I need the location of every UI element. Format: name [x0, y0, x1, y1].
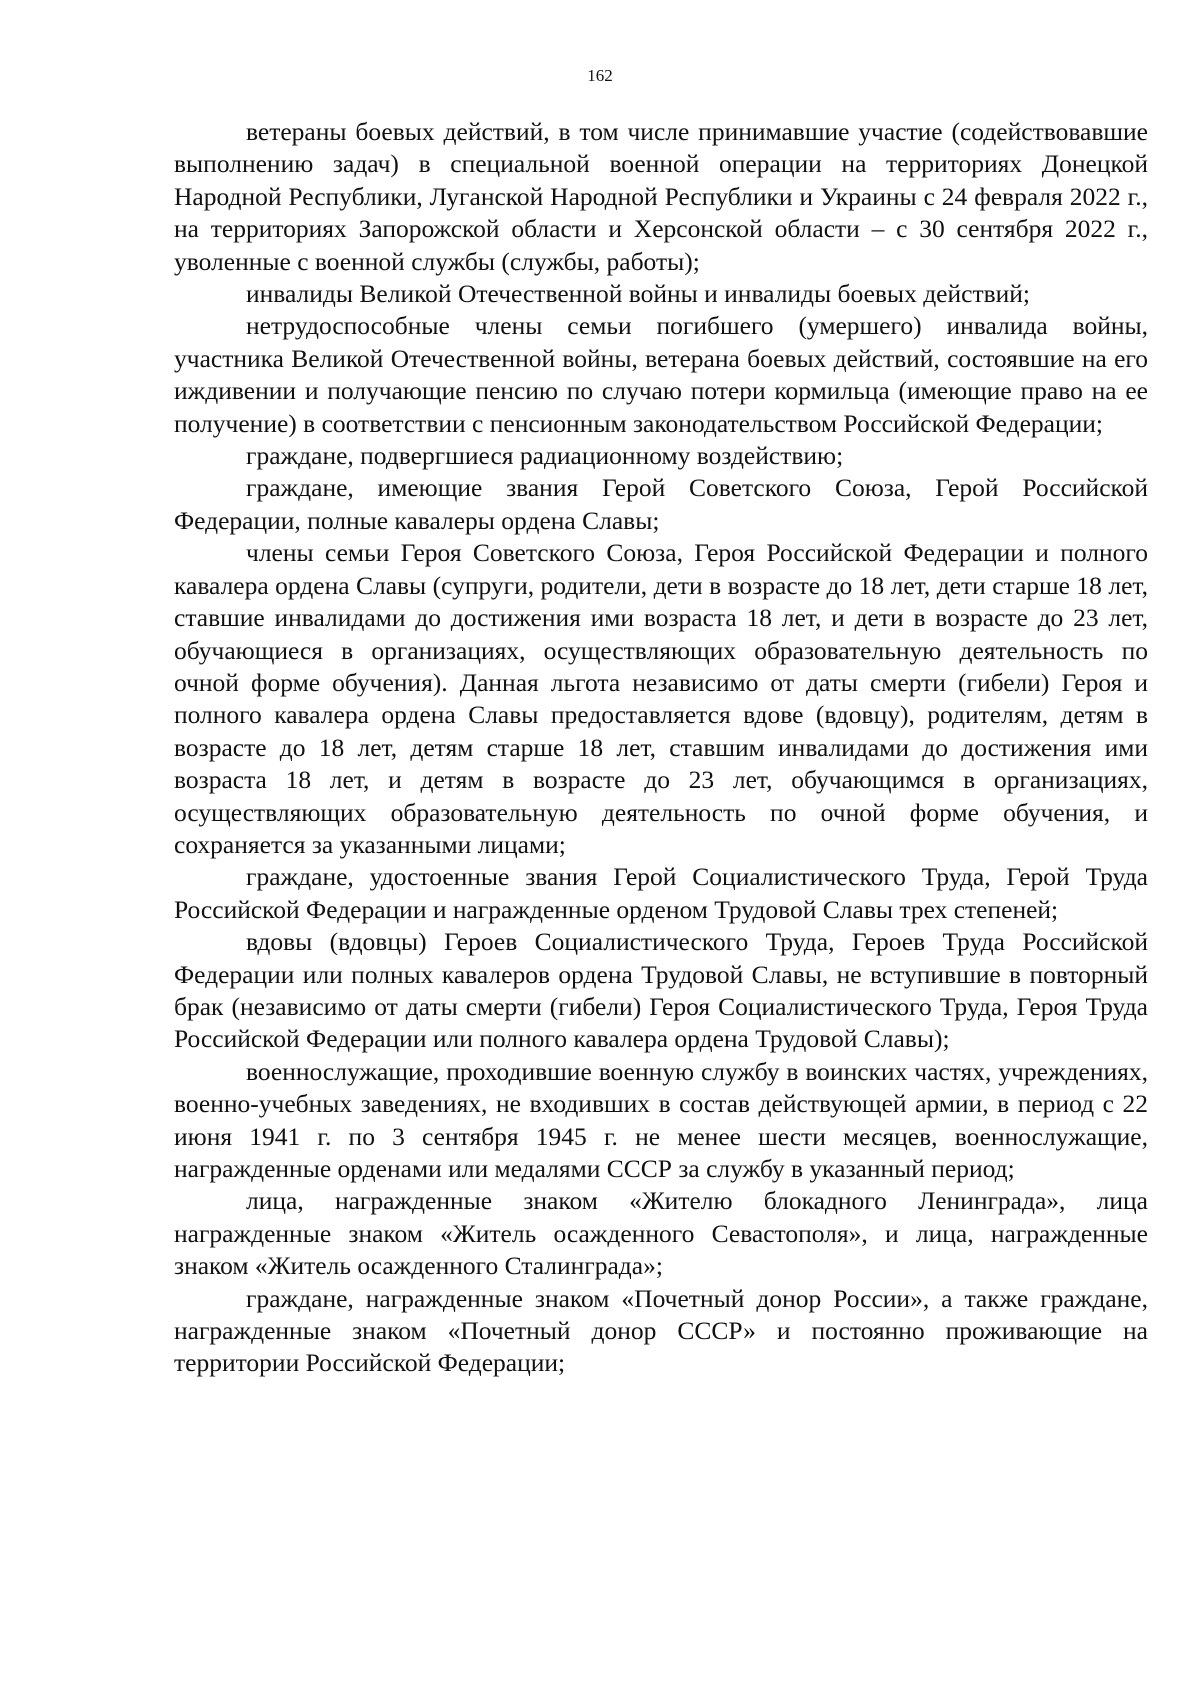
paragraph: члены семьи Героя Советского Союза, Героя Российской Федерации и полного кавалера ордена Славы (супруги, родители, дети в возрасте до 18 лет, дети старше 18 лет, ставшие инвалидами до достижения ими возраста 18 лет, и дети в возрасте до 23 лет, обучающиеся в организациях, осуществляющих образовательную деятельность по очной форме обучения). Данная льгота независимо от даты смерти (гибели) Героя и полного кавалера ордена Славы предоставляется вдове (вдовцу), родителям, детям в возрасте до 18 лет, детям старше 18 лет, ставшим инвалидами до достижения ими возраста 18 лет, и детям в возрасте до 23 лет, обучающимся в организациях, осуществляющих образовательную деятельность по очной форме обучения, и сохраняется за указанными лицами; [174, 538, 1148, 859]
paragraph: ветераны боевых действий, в том числе принимавшие участие (содействовавшие выполнению задач) в специальной военной операции на территориях Донецкой Народной Республики, Луганской Народной Республики и Украины с 24 февраля 2022 г., на территориях Запорожской области и Херсонской области – с 30 сентября 2022 г., уволенные с военной службы (службы, работы); [174, 117, 1148, 276]
paragraph: лица, награжденные знаком «Жителю блокадного Ленинграда», лица награжденные знаком «Житель осажденного Севастополя», и лица, награжденные знаком «Житель осажденного Сталинграда»; [174, 1186, 1148, 1281]
paragraph: граждане, награжденные знаком «Почетный донор России», а также граждане, награжденные знаком «Почетный донор СССР» и постоянно проживающие на территории Российской Федерации; [174, 1283, 1148, 1378]
paragraph: нетрудоспособные члены семьи погибшего (умершего) инвалида войны, участника Великой Отечественной войны, ветерана боевых действий, состоявшие на его иждивении и получающие пенсию по случаю потери кормильца (имеющие право на ее получение) в соответствии с пенсионным законодательством Российской Федерации; [174, 311, 1148, 438]
paragraph: инвалиды Великой Отечественной войны и инвалиды боевых действий; [246, 279, 1031, 309]
page-number: 162 [587, 66, 613, 85]
paragraph: граждане, удостоенные звания Герой Социалистического Труда, Герой Труда Российской Федерации и награжденные орденом Трудовой Славы трех степеней; [174, 862, 1148, 924]
paragraph: граждане, имеющие звания Герой Советского Союза, Герой Российской Федерации, полные кавалеры ордена Славы; [174, 473, 1148, 535]
document-body [174, 116, 1148, 1380]
paragraph: вдовы (вдовцы) Героев Социалистического Труда, Героев Труда Российской Федерации или полных кавалеров ордена Трудовой Славы, не вступившие в повторный брак (независимо от даты смерти (гибели) Героя Социалистического Труда, Героя Труда Российской Федерации или полного кавалера ордена Трудовой Славы); [174, 927, 1148, 1054]
paragraph: военнослужащие, проходившие военную службу в воинских частях, учреждениях, военно-учебных заведениях, не входивших в состав действующей армии, в период с 22 июня 1941 г. по 3 сентября 1945 г. не менее шести месяцев, военнослужащие, награжденные орденами или медалями СССР за службу в указанный период; [174, 1056, 1148, 1183]
paragraph: граждане, подвергшиеся радиационному воздействию; [246, 441, 844, 471]
